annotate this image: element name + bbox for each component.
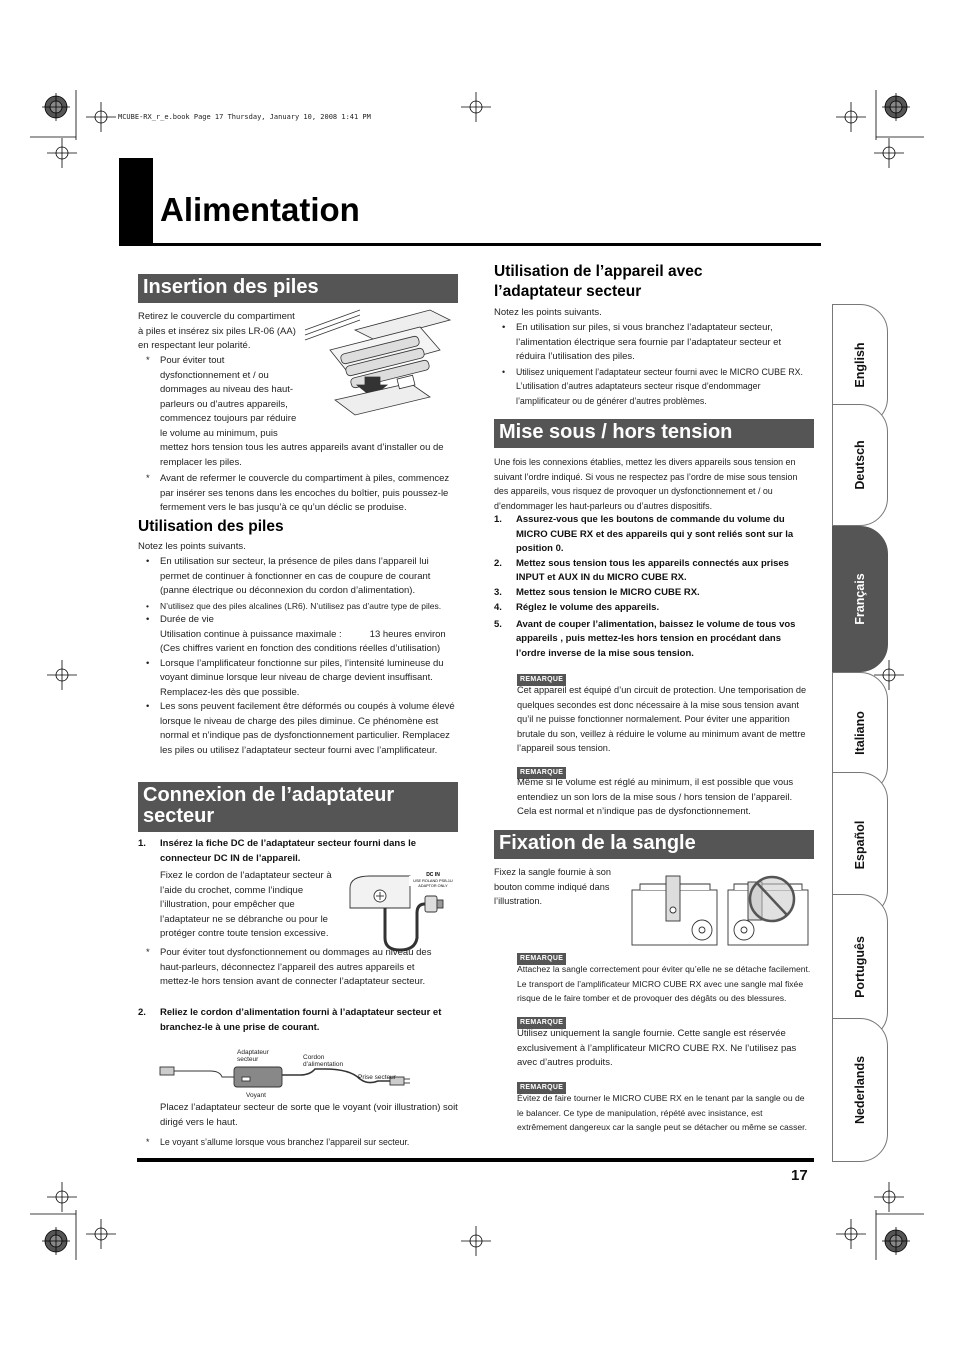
connexion-after: Placez l’adaptateur secteur de sorte que le voyant (voir illustration) soit dirigé vers le haut. [160,1102,458,1128]
tab-espanol[interactable]: Español [832,772,888,918]
tab-deutsch[interactable]: Deutsch [832,404,888,526]
utilisation-bullets [138,555,458,758]
insertion-note-1b: mettez hors tension tous les autres appareils avant d’installer ou de remplacer les piles. [160,442,444,468]
insertion-note-2: * Avant de refermer le couvercle du compartiment à piles, commencez par insérer ses tenons dans les encoches du boîtier, puis poussez-le fermement vers le bas jusqu’à ce qu’un déclic se produise. [146,473,450,513]
label-adaptateur-1: Adaptateur [237,1049,269,1056]
label-cordon-2: d’alimentation [303,1061,344,1068]
step-item: 2. Mettez sous tension tous les appareils connectés aux prises INPUT et AUX IN du MICRO CUBE RX. [494,557,789,583]
sangle-remarque-3: Évitez de faire tourner le MICRO CUBE RX en le tenant par la sangle ou de le balancer. Ce type de manipulation, répété avec insistance, est extrêmement dangereux car la sangle peut se détacher ou même se casser. [517,1093,807,1132]
list-item: • Lorsque l’amplificateur fonctionne sur piles, l’intensité lumineuse du voyant diminue lorsque leur niveau de charge devient insuffisant. Remplacez-les dès que possible. [146,657,444,698]
list-item: • Utilisez uniquement l’adaptateur secteur fourni avec le MICRO CUBE RX. L’utilisation d’autres adaptateurs secteur risque d’endommager l’amplificateur ou de générer d’autres problèmes. [502,366,803,406]
tab-english[interactable]: English [832,304,888,426]
list-item: • En utilisation sur piles, si vous branchez l’adaptateur secteur, l’alimentation électrique sera fournie par l’adaptateur secteur et réduira l’utilisation des piles. [502,322,782,362]
remarque-badge: REMARQUE [517,1076,566,1094]
list-item: • N’utilisez que des piles alcalines (LR6). N’utilisez pas d’autre type de piles. [146,600,442,611]
utilisation-intro: Notez les points suivants. [138,541,246,552]
mise-intro: Une fois les connexions établies, mettez les divers appareils sous tension en suivant l’ordre indiqué. Si vous ne respectez pas l’ordre de mise sous tension des appareils, vous risquez de provoquer un dysfonctionnement et / ou d’endommager les haut-parleurs ou d’autres dispositifs. [494,457,798,511]
section-heading-sangle: Fixation de la sangle [494,830,814,859]
dc-in-sub2: ADAPTOR ONLY [418,884,448,888]
adaptateur-bullets [494,321,806,408]
label-prise: Prise secteur [358,1074,396,1081]
dc-in-label: DC IN [426,872,440,878]
title-bar [119,158,153,244]
insertion-note-1: * Pour éviter tout dysfonctionnement et / ou dommages au niveau des haut-parleurs ou d’autres appareils, commencez toujours par réduire le volume au minimum, puis [146,355,297,439]
remarque-badge: REMARQUE [517,761,566,779]
page-number: 17 [791,1167,808,1184]
step-item: 5. Avant de couper l’alimentation, baissez le volume de tous vos appareils , puis mettez-les hors tension en procédant dans l’ordre inverse de la mise sous tension. [494,618,796,659]
adaptateur-intro: Notez les points suivants. [494,307,602,318]
sangle-remarque-2: Utilisez uniquement la sangle fournie. Cette sangle est réservée exclusivement à l’amplificateur MICRO CUBE RX. Ne l’utilisez pas avec d’autres produits. [517,1028,797,1068]
label-cordon-1: Cordon [303,1054,325,1061]
step-item: 4. Réglez le volume des appareils. [494,602,660,613]
connexion-step-2: 2. Reliez le cordon d’alimentation fourni à l’adaptateur secteur et branchez-le à une prise de courant. [138,1007,442,1033]
ac-adapter-illustration [150,1045,450,1101]
list-item: • Les sons peuvent facilement être déformés ou coupés à volume élevé lorsque le niveau de charge des piles diminue. Ce phénomène est normal et n’indique pas de dysfonctionnement particulier. Remplacez les piles ou utilisez l’adaptateur secteur fourni avec l’amplificateur. [146,701,455,756]
tab-francais[interactable]: Français [832,526,888,672]
sangle-remarque-1: Attachez la sangle correctement pour éviter qu’elle ne se détache facilement. Le transport de l’amplificateur MICRO CUBE RX avec une sangle mal fixée risque de le faire tomber et de provoquer des dégâts ou des blessures. [517,964,811,1003]
remarque-badge: REMARQUE [517,947,566,965]
language-tabs [832,304,888,1162]
title-rule [119,243,821,246]
section-heading-connexion: Connexion de l’adaptateur secteur [138,782,458,832]
mise-steps [494,513,812,661]
mise-remarque-1: Cet appareil est équipé d’un circuit de protection. Une temporisation de quelques secondes est donc nécessaire à la mise sous tension avant qu’il ne puisse fonctionner normalement. Pour éviter une apparition brutale du son, veillez à réduire le volume au minimum avant de mettre l’appareil sous tension. [517,685,807,753]
strap-illustration [630,872,810,948]
list-item: • Durée de vie Utilisation continue à puissance maximale : 13 heures environ (Ces chiffres varient en fonction des conditions réelles d’utilisation) [146,614,446,654]
step-item: 3. Mettez sous tension le MICRO CUBE RX. [494,586,700,598]
print-header: MCUBE-RX_r_e.book Page 17 Thursday, January 10, 2008 1:41 PM [118,113,371,121]
footer-rule [137,1158,814,1162]
mise-remarque-2: Même si le volume est réglé au minimum, il est possible que vous entendiez un son lors de la mise sous / hors tension de l’appareil. Cela est normal et n’indique pas de dysfonctionnement. [517,777,794,817]
tab-portugues[interactable]: Português [832,894,888,1040]
label-voyant: Voyant [246,1092,266,1099]
tab-nederlands[interactable]: Nederlands [832,1018,888,1162]
connexion-step-1-text: Fixez le cordon de l’adaptateur secteur à l’aide du crochet, comme l’indique l’illustration, pour empêcher que l’adaptateur ne se débranche ou pour le protéger contre toute tension excessive. [160,870,332,939]
remarque-badge: REMARQUE [517,668,566,686]
insertion-intro: Retirez le couvercle du compartiment à piles et insérez six piles LR-06 (AA) en respectant leur polarité. [138,311,296,351]
remarque-badge: REMARQUE [517,1011,566,1029]
dc-in-cord-hook-illustration [345,868,460,953]
section-heading-mise: Mise sous / hors tension [494,419,814,448]
connexion-note-2: * Le voyant s’allume lorsque vous branchez l’appareil sur secteur. [146,1137,410,1147]
section-heading-insertion: Insertion des piles [138,274,458,303]
page-title: Alimentation [160,191,360,228]
dc-in-sub1: USE ROLAND PSB-1U [413,879,453,883]
step-item: 1. Assurez-vous que les boutons de commande du volume du MICRO CUBE RX et des appareils qui y sont reliés sont sur la position 0. [494,514,794,554]
sangle-intro: Fixez la sangle fournie à son bouton comme indiqué dans l’illustration. [494,867,611,906]
subheading-utilisation-piles: Utilisation des piles [138,518,284,535]
tab-italiano[interactable]: Italiano [832,672,888,794]
connexion-step-1: 1. Insérez la fiche DC de l’adaptateur secteur fourni dans le connecteur DC IN de l’appareil. [138,838,417,864]
list-item: • En utilisation sur secteur, la présence de piles dans l’appareil lui permet de continuer à fonctionner en cas de coupure de courant (panne électrique ou déconnexion du cordon d’alimentation). [146,556,431,596]
label-adaptateur-2: secteur [237,1056,259,1063]
subheading-adaptateur: Utilisation de l’appareil avec l’adaptateur secteur [494,263,703,300]
battery-compartment-illustration [300,305,460,420]
connexion-note: * Pour éviter tout dysfonctionnement ou dommages au niveau des haut-parleurs, déconnectez l’appareil des autres appareils et mettez-le hors tension avant de connecter l’adaptateur secteur. [146,947,432,987]
